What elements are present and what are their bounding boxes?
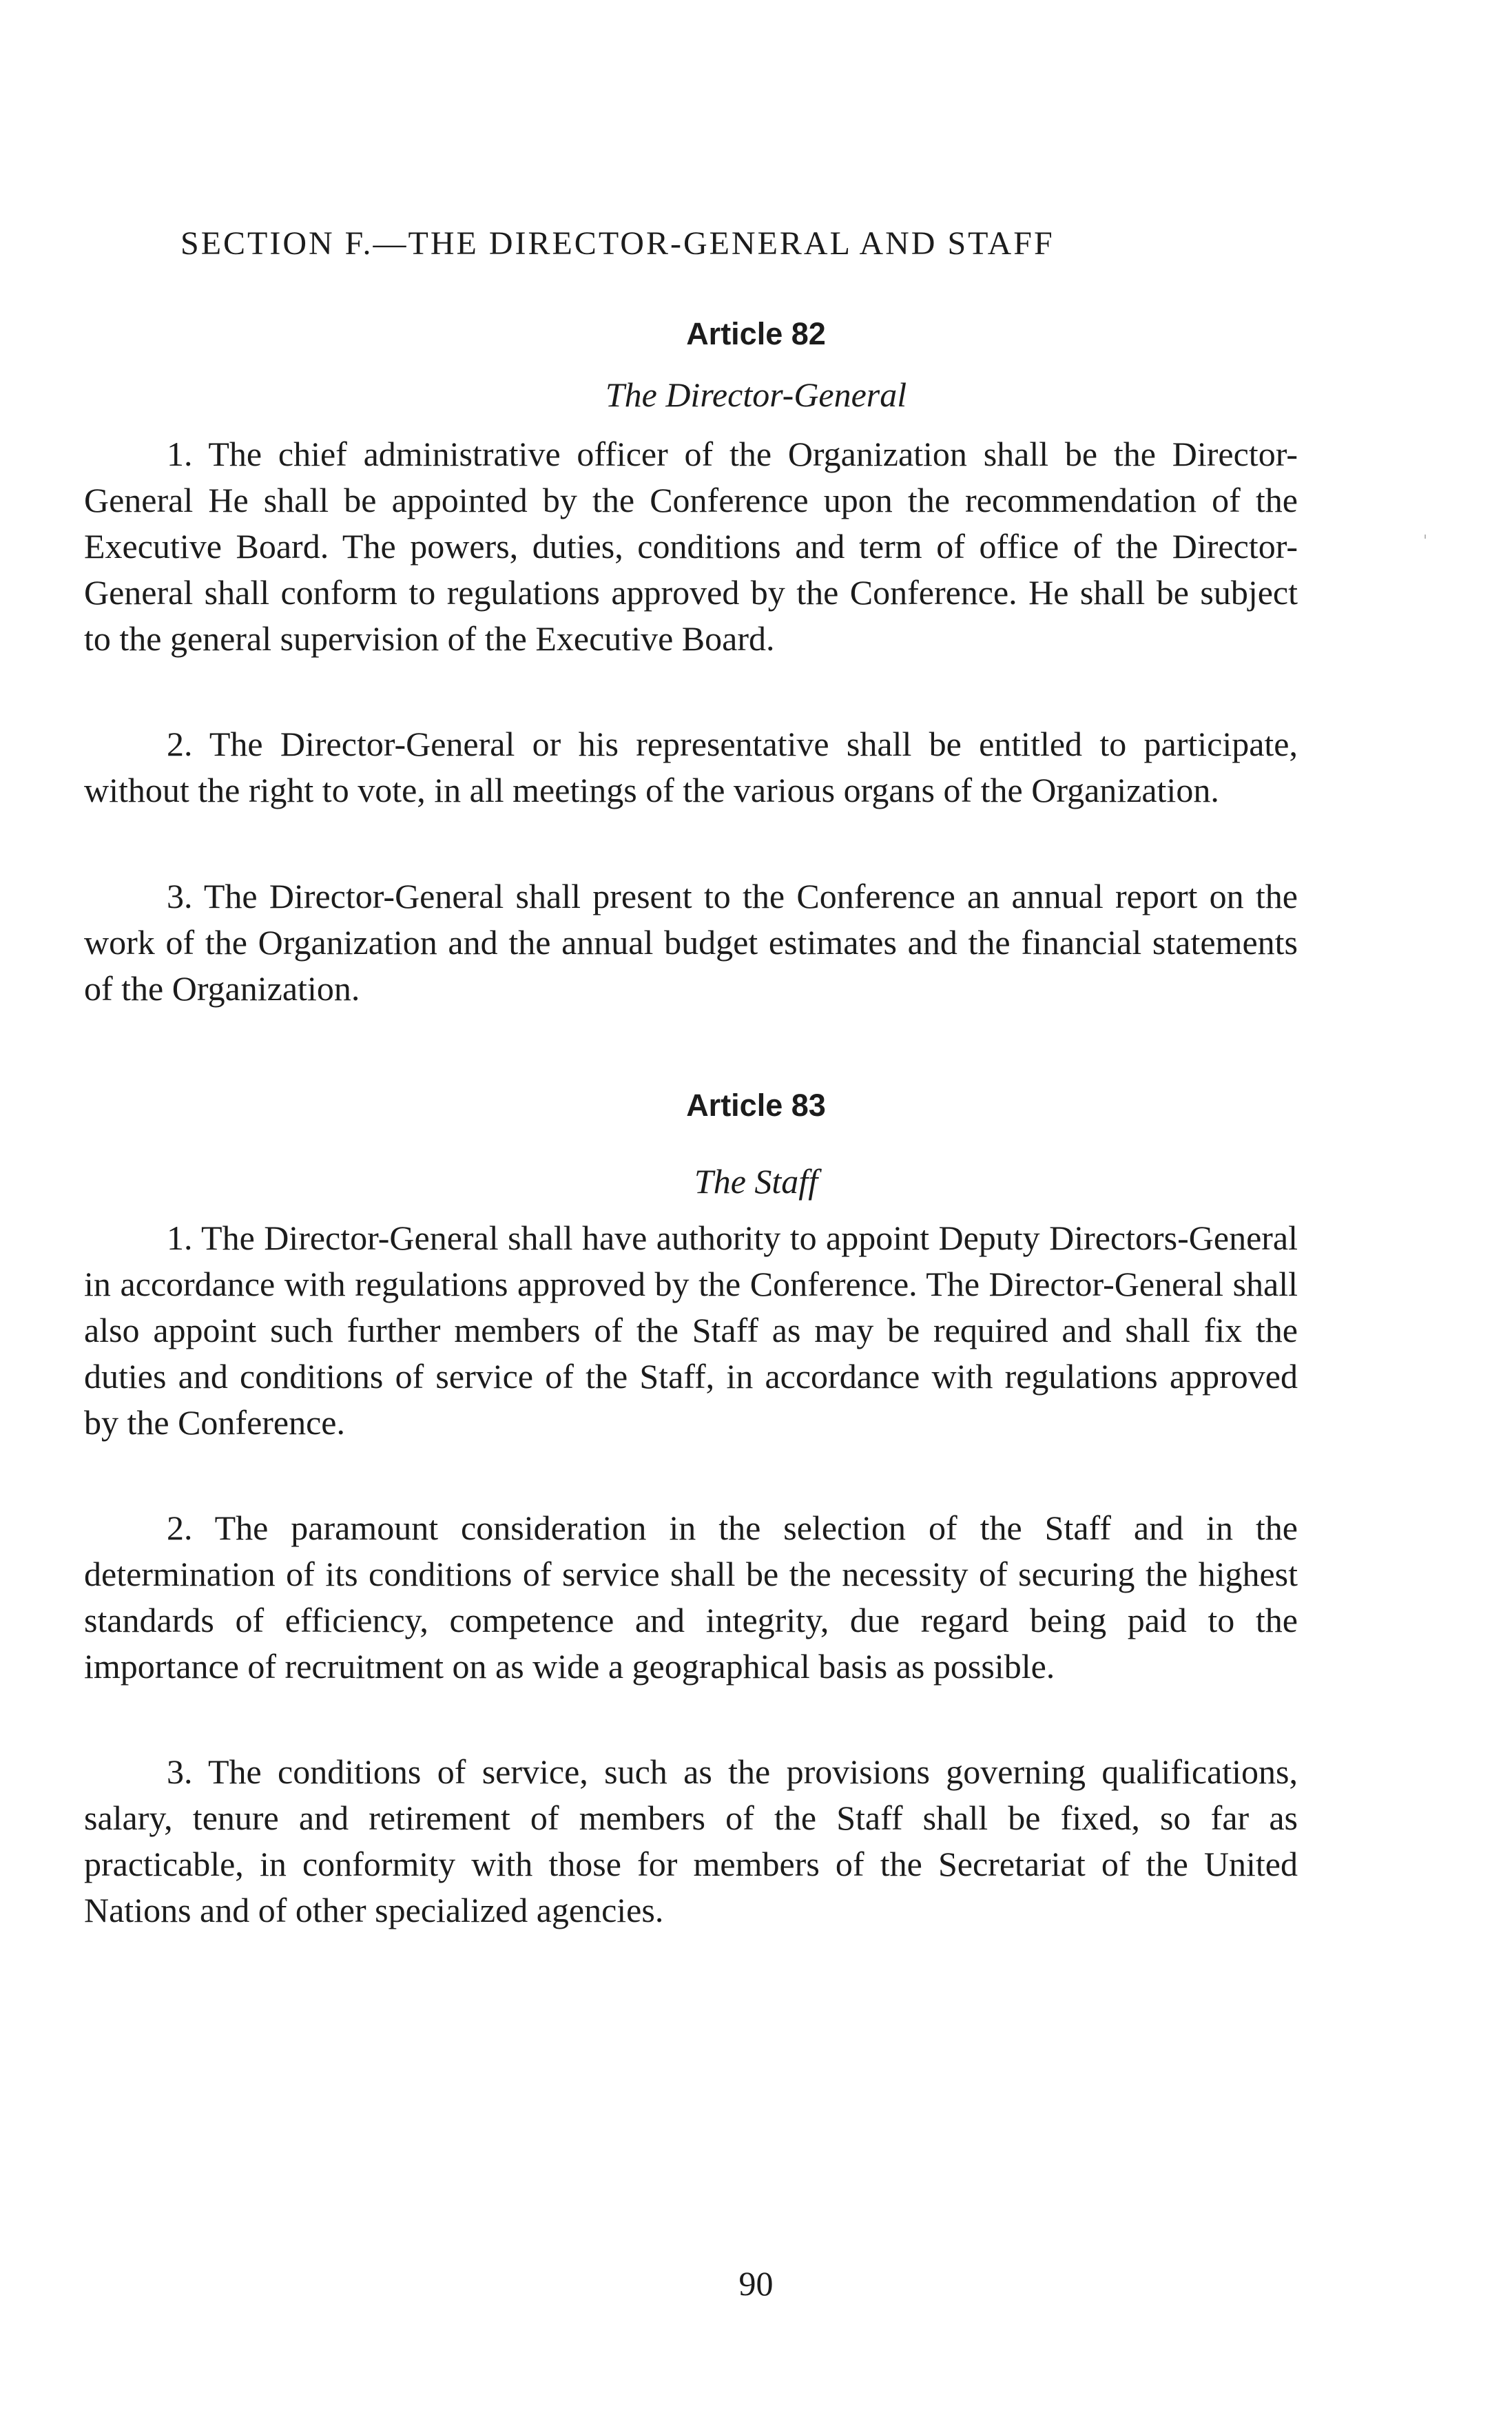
article-82-paragraph-3: 3. The Director-General shall present to the Conference an annual report on the work of the Organization and the annual budget estimates and the financial statements of the Organization. xyxy=(84,877,1298,1008)
scan-speck xyxy=(1425,535,1426,539)
article-83-paragraph-1: 1. The Director-General shall have authority to appoint Deputy Directors-General in accordance with regulations approved by the Conference. The Director-General shall also appoint such further members of the Staff as may be required and shall fix the duties and conditions of service of the Staff, in accordance with regulations approved by the Conference. xyxy=(84,1219,1298,1442)
article-82-paragraph-2: 2. The Director-General or his representative shall be entitled to participate, without the right to vote, in all meetings of the various organs of the Organization. xyxy=(84,725,1298,809)
article-83-heading: Article 83 xyxy=(686,1088,826,1123)
article-82-paragraph-1: 1. The chief administrative officer of the Organization shall be the Director-General He shall be appointed by the Conference upon the recommendation of the Executive Board. The powers, duties, conditions and term of office of the Director-General shall conform to regulations approved by the Conference. He shall be subject to the general supervision of the Executive Board. xyxy=(84,435,1298,658)
page-number: 90 xyxy=(738,2264,774,2303)
article-82-subheading: The Director-General xyxy=(605,375,907,414)
article-82-heading: Article 82 xyxy=(686,316,826,351)
article-83-paragraph-3: 3. The conditions of service, such as the provisions governing qualifications, salary, tenure and retirement of members of the Staff shall be fixed, so far as practicable, in conformity with those for members of the Secretariat of the United Nations and of other specialized agencies. xyxy=(84,1752,1298,1929)
article-83-subheading: The Staff xyxy=(694,1162,818,1201)
section-title: SECTION F.—THE DIRECTOR-GENERAL AND STAFF xyxy=(180,225,1055,262)
article-83-paragraph-2: 2. The paramount consideration in the selection of the Staff and in the determination of its conditions of service shall be the necessity of securing the highest standards of efficiency, competence and integrity, due regard being paid to the importance of recruitment on as wide a geographical basis as possible. xyxy=(84,1509,1298,1686)
